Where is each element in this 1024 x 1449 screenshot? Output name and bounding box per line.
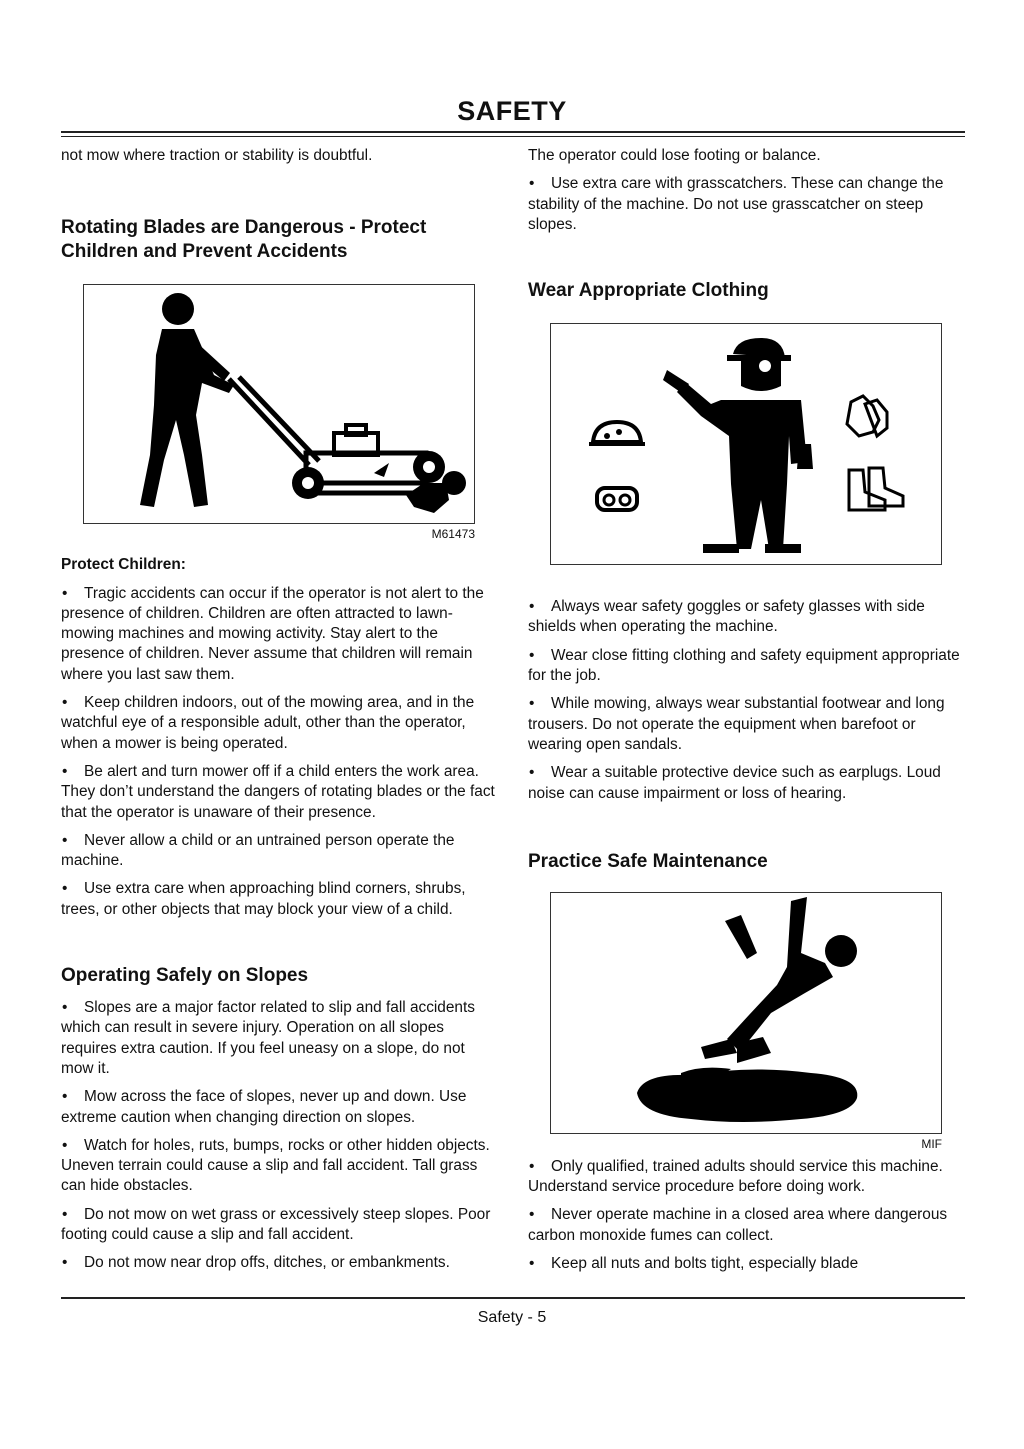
right-column — [528, 146, 968, 1282]
footer-rule — [61, 1297, 965, 1299]
bullet-item: • Do not mow near drop offs, ditches, or embankments. — [61, 1253, 497, 1273]
bullet-item: • Never operate machine in a closed area where dangerous carbon monoxide fumes can collect. — [528, 1205, 968, 1246]
bullet-item: • Use extra care when approaching blind corners, shrubs, trees, or other objects that may block your view of a child. — [61, 879, 497, 920]
subheading-protect-children: Protect Children: — [61, 556, 186, 574]
bullet-item: • Only qualified, trained adults should service this machine. Understand service procedure before doing work. — [528, 1157, 968, 1198]
bullet-item: • Slopes are a major factor related to slip and fall accidents which can result in severe injury. Operation on all slopes requires extra caution. If you feel uneasy on a slope, do not mow it. — [61, 998, 497, 1079]
bullet-item: • Wear close fitting clothing and safety equipment appropriate for the job. — [528, 646, 968, 687]
figure-mower-child — [83, 284, 475, 541]
bullet-item: • Always wear safety goggles or safety glasses with side shields when operating the machine. — [528, 597, 968, 638]
section-title-slopes: Operating Safely on Slopes — [61, 965, 309, 987]
bullet-item: • Do not mow on wet grass or excessively steep slopes. Poor footing could cause a slip and fall accident. — [61, 1205, 497, 1246]
protective-clothing-icon — [551, 324, 940, 563]
bullet-item: • Wear a suitable protective device such as earplugs. Loud noise can cause impairment or loss of hearing. — [528, 763, 968, 804]
right-intro-text: The operator could lose footing or balance. — [528, 147, 821, 164]
figure-code-m61473: M61473 — [431, 527, 475, 542]
mower-child-hazard-icon — [84, 285, 473, 522]
bullet-item: • Keep children indoors, out of the mowing area, and in the watchful eye of a responsible adult, other than the operator, when a mower is being operated. — [61, 693, 497, 754]
left-column — [61, 146, 497, 1282]
section-title-clothing: Wear Appropriate Clothing — [528, 280, 769, 302]
header-rule-thin — [61, 136, 965, 137]
bullet-item: • Use extra care with grasscatchers. These can change the stability of the machine. Do not use grasscatcher on steep slopes. — [528, 174, 968, 235]
section-title-maintenance: Practice Safe Maintenance — [528, 850, 768, 872]
bullet-item: • Mow across the face of slopes, never up and down. Use extreme caution when changing direction on slopes. — [61, 1087, 497, 1128]
figure-slip-fall — [550, 892, 942, 1151]
bullet-item: • Keep all nuts and bolts tight, especially blade — [528, 1254, 968, 1274]
header-rule — [61, 131, 965, 133]
slip-fall-hazard-icon — [551, 893, 940, 1132]
page-title: SAFETY — [457, 96, 567, 126]
bullet-item: • While mowing, always wear substantial footwear and long trousers. Do not operate the equipment when barefoot or wearing open sandals. — [528, 694, 968, 755]
bullet-item: • Be alert and turn mower off if a child enters the work area. They don’t understand the dangers of rotating blades or the fact that the operator is unaware of their presence. — [61, 762, 497, 823]
left-intro-text: not mow where traction or stability is doubtful. — [61, 147, 373, 164]
section-title-rotating-blades: Rotating Blades are Dangerous - Protect Children and Prevent Accidents — [61, 217, 427, 263]
page-footer: Safety - 5 — [477, 1309, 547, 1326]
figure-protective-clothing — [550, 323, 942, 565]
bullet-item: • Never allow a child or an untrained person operate the machine. — [61, 831, 497, 872]
figure-code-mif: MIF — [921, 1136, 942, 1151]
bullet-item: • Watch for holes, ruts, bumps, rocks or other hidden objects. Uneven terrain could cause a slip and fall accident. Tall grass can hide obstacles. — [61, 1136, 497, 1197]
bullet-item: • Tragic accidents can occur if the operator is not alert to the presence of children. Children are often attracted to lawn-mowing machines and mowing activity. Stay alert to the presence of children. Never assume that children will remain where you last saw them. — [61, 584, 497, 685]
